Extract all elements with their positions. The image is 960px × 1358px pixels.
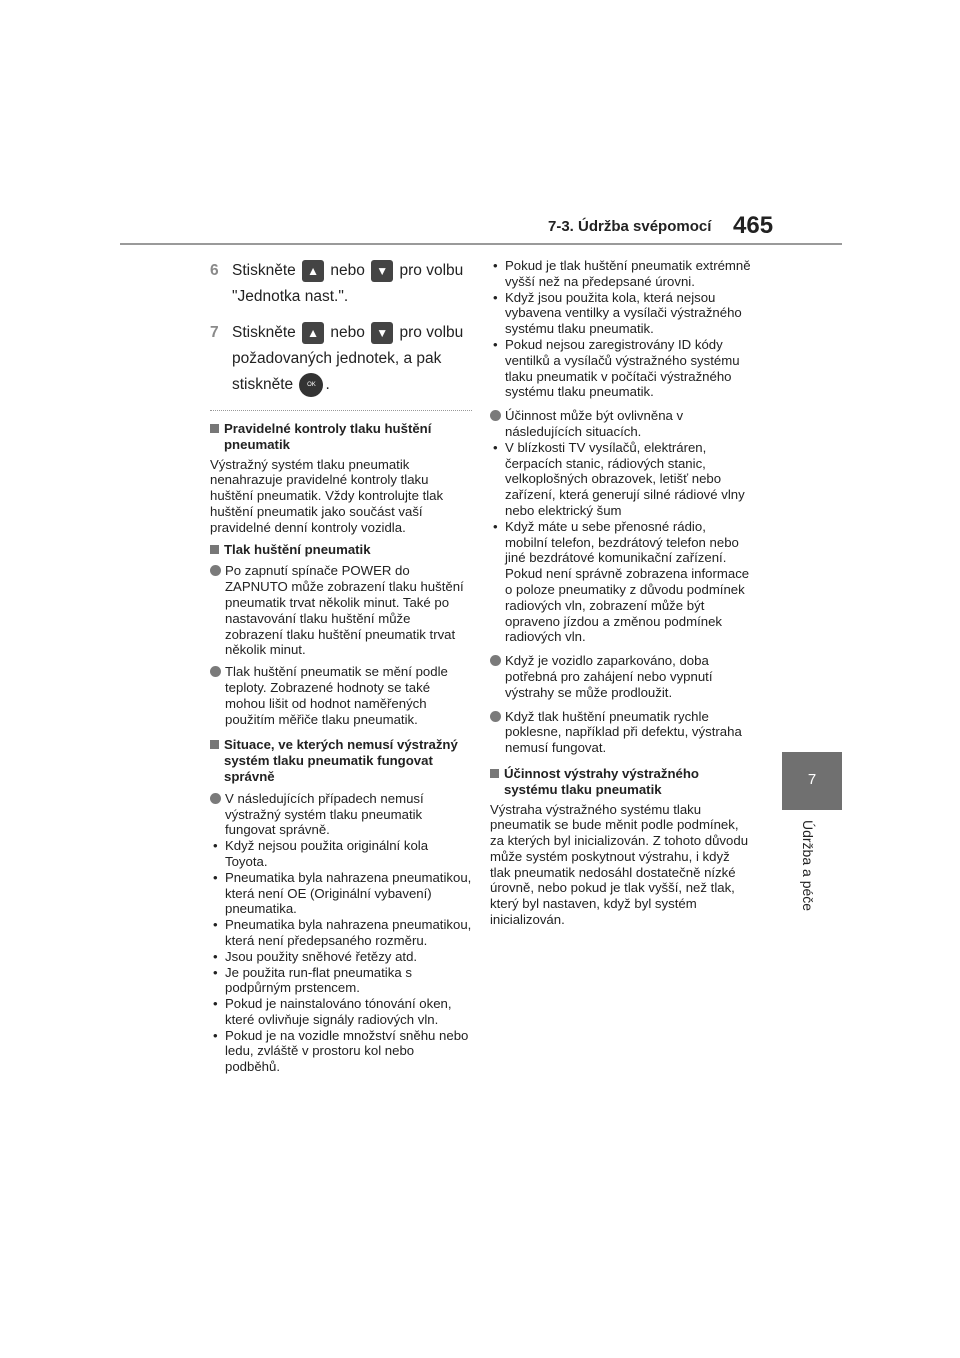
right-column — [490, 258, 752, 934]
chapter-number: 7 — [807, 771, 817, 788]
sub-item-text: Pokud je nainstalováno tónování oken, které ovlivňuje signály radiových vln. — [225, 996, 452, 1027]
circle-bullet-icon — [490, 655, 501, 666]
circle-bullet-icon — [490, 410, 501, 421]
arrow-up-button-icon: ▲ — [302, 322, 324, 344]
sub-item-text: Když jsou použita kola, která nejsou vybavena ventilky a vysílači výstražného systému tlaku pneumatik. — [505, 289, 742, 337]
ok-button-icon: OK — [299, 373, 323, 397]
sub-item-text: Když nejsou použita originální kola Toyota. — [225, 838, 429, 869]
step-number: 7 — [210, 324, 219, 341]
sub-item-text: Jsou použity sněhové řetězy atd. — [225, 948, 418, 964]
bullet-item — [210, 791, 472, 838]
step-text-post: pro volbu požadovaných jednotek, a pak — [232, 324, 464, 367]
sub-item-text: V blízkosti TV vysílačů, elektráren, čerpacích stanic, rádiových stanic, velkoplošných obrazovek, letišť nebo zařízení, která generují silné rádiové vlny nebo elektrický šum — [505, 439, 745, 518]
sub-item: • Pokud je na vozidle množství sněhu nebo ledu, zvláště v prostoru kol nebo podběhů. — [210, 1028, 472, 1075]
sub-item: • Když nejsou použita originální kola Toyota. — [210, 838, 472, 870]
step-text — [232, 258, 472, 310]
section-heading-text: Pravidelné kontroly tlaku huštění pneumatik — [224, 421, 432, 452]
circle-bullet-icon — [210, 666, 221, 677]
square-bullet-icon — [210, 424, 219, 433]
circle-bullet-icon — [210, 565, 221, 576]
chapter-title: Údržba a péče — [800, 820, 816, 912]
page-number: 465 — [733, 212, 774, 239]
square-bullet-icon — [210, 545, 219, 554]
step-number: 6 — [210, 262, 219, 279]
square-bullet-icon — [490, 769, 499, 778]
sub-item: • Pneumatika byla nahrazena pneumatikou, která není OE (Originální vybavení) pneumatika. — [213, 869, 472, 917]
bullet-text: V následujících případech nemusí výstražný systém tlaku pneumatik fungovat správně. — [225, 790, 424, 838]
arrow-down-button-icon: ▼ — [371, 260, 393, 282]
section-heading — [210, 421, 472, 453]
sub-item: • Když máte u sebe přenosné rádio, mobilní telefon, bezdrátový telefon nebo jiné bezdrátové komunikační zařízení. — [490, 519, 752, 566]
sub-item: • Pokud nejsou zaregistrovány ID kódy ventilků a vysílačů výstražného systému tlaku pneumatik v počítači výstražného systému tlaku pneumatik. — [490, 337, 752, 400]
step-text-pre: Stiskněte — [232, 324, 296, 341]
circle-bullet-icon — [490, 711, 501, 722]
section-heading-text: Situace, ve kterých nemusí výstražný systém tlaku pneumatik fungovat správně — [224, 737, 458, 784]
continuation-text: Pokud není správně zobrazena informace o poloze pneumatiky z důvodu podmínek radiových vln, zobrazení může být opraveno jízdou a změnou podmínek radiových vln. — [505, 566, 750, 645]
sub-item: • Pneumatika byla nahrazena pneumatikou, která není předepsaného rozměru. — [213, 917, 472, 948]
bullet-text: Po zapnutí spínače POWER do ZAPNUTO může zobrazení tlaku huštění pneumatik trvat několik minut. Také po nastavování tlaku huštění může zobrazení tlaku huštění pneumatik trvat několik minut. — [225, 563, 464, 658]
sub-item-text: Pokud je tlak huštění pneumatik extrémně vyšší než na předepsané úrovni. — [505, 258, 751, 289]
bullet-text: Když je vozidlo zaparkováno, doba potřebná pro zahájení nebo vypnutí výstrahy se může prodloužit. — [505, 653, 713, 700]
bullet-item — [490, 408, 752, 440]
bullet-item — [490, 653, 752, 700]
sub-item-text: Pneumatika byla nahrazena pneumatikou, která není OE (Originální vybavení) pneumatika. — [225, 869, 472, 917]
arrow-up-button-icon: ▲ — [302, 260, 324, 282]
section-heading — [490, 766, 752, 798]
step-text-mid: nebo — [330, 324, 365, 341]
step-text-pre: Stiskněte — [232, 262, 296, 279]
square-bullet-icon — [210, 740, 219, 749]
bullet-item — [490, 709, 752, 756]
section-heading-text: Tlak huštění pneumatik — [224, 541, 371, 557]
bullet-item — [210, 563, 472, 658]
section-heading — [210, 542, 472, 558]
sub-item-text: Když máte u sebe přenosné rádio, mobilní telefon, bezdrátový telefon nebo jiné bezdrátové komunikační zařízení. — [505, 518, 739, 566]
circle-bullet-icon — [210, 793, 221, 804]
chapter-tab — [782, 752, 842, 810]
step-text-post: pro volbu "Jednotka nast.". — [232, 262, 464, 305]
sub-item: • Je použita run-flat pneumatika s podpůrným prstencem. — [210, 965, 472, 997]
step-text-end: . — [325, 376, 330, 393]
section-heading-text: Účinnost výstrahy výstražného systému tlaku pneumatik — [504, 765, 699, 797]
sub-item: • V blízkosti TV vysílačů, elektráren, čerpacích stanic, rádiových stanic, velkoplošných obrazovek, letišť nebo zařízení, která generují silné rádiové vlny nebo elektrický šum — [490, 440, 752, 519]
step-text — [232, 320, 472, 398]
bullet-item — [210, 664, 472, 727]
arrow-down-button-icon: ▼ — [371, 322, 393, 344]
sub-item-text: Pokud nejsou zaregistrovány ID kódy ventilků a vysílačů výstražného systému tlaku pneumatik v počítači výstražného systému tlaku pneumatik. — [505, 336, 740, 400]
step-7 — [210, 320, 472, 398]
bullet-text: Tlak huštění pneumatik se mění podle teploty. Zobrazené hodnoty se také mohou lišit od hodnot naměřených použitím měřiče tlaku pneumatik. — [225, 664, 448, 727]
sub-item-text: Je použita run-flat pneumatika s podpůrným prstencem. — [225, 964, 412, 996]
section-title: 7-3. Údržba svépomocí — [548, 218, 712, 235]
bullet-text: Účinnost může být ovlivněna v následujících situacích. — [505, 408, 684, 439]
sub-item: • Jsou použity sněhové řetězy atd. — [213, 948, 418, 964]
step-text-mid: nebo — [330, 262, 365, 279]
sub-item-text: Pneumatika byla nahrazena pneumatikou, která není předepsaného rozměru. — [225, 917, 472, 948]
page-header — [0, 210, 960, 250]
sub-item-text: Pokud je na vozidle množství sněhu nebo ledu, zvláště v prostoru kol nebo podběhů. — [225, 1027, 469, 1075]
paragraph: Výstražný systém tlaku pneumatik nenahrazuje pravidelné kontroly tlaku huštění pneumatik. Vždy kontrolujte tlak huštění pneumatik jako součást vaší pravidelné denní kontroly vozidla. — [210, 456, 444, 535]
bullet-text: Když tlak huštění pneumatik rychle poklesne, například při defektu, výstraha nemusí fungovat. — [505, 708, 742, 756]
step-6 — [210, 258, 472, 310]
section-heading — [210, 737, 472, 784]
paragraph: Výstraha výstražného systému tlaku pneumatik se bude měnit podle podmínek, za kterých byl inicializován. Z tohoto důvodu může systém poskytnout výstrahu, i když tlak pneumatik nedosáhl dostatečně nízké úrovně, nebo pokud je tlak vyšší, než tlak, který byl nastaven, když byl systém inicializován. — [490, 801, 749, 928]
sub-item: • Pokud je tlak huštění pneumatik extrémně vyšší než na předepsané úrovni. — [493, 258, 751, 289]
header-rule — [120, 243, 842, 245]
step-text-post2: stiskněte — [232, 376, 294, 393]
left-column — [210, 258, 472, 1075]
divider — [210, 410, 472, 411]
sub-item: • Když jsou použita kola, která nejsou vybavena ventilky a vysílači výstražného systému tlaku pneumatik. — [490, 290, 752, 337]
sub-item: • Pokud je nainstalováno tónování oken, které ovlivňuje signály radiových vln. — [210, 996, 472, 1028]
